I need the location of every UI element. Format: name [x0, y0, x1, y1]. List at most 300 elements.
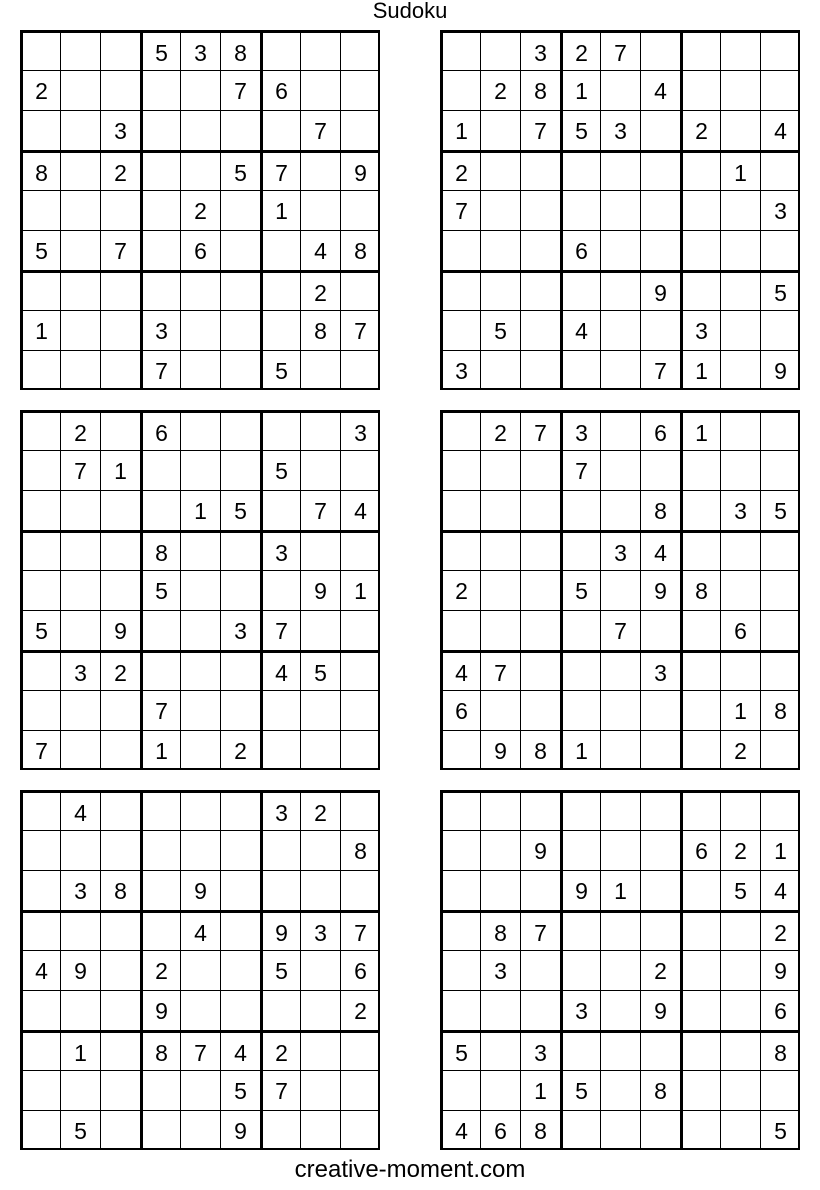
empty-cell[interactable]	[480, 570, 520, 610]
empty-cell[interactable]	[220, 530, 260, 570]
empty-cell[interactable]	[760, 150, 800, 190]
empty-cell[interactable]	[340, 790, 380, 830]
empty-cell[interactable]	[180, 450, 220, 490]
empty-cell[interactable]	[520, 870, 560, 910]
empty-cell[interactable]	[720, 790, 760, 830]
empty-cell[interactable]	[260, 230, 300, 270]
empty-cell[interactable]	[560, 950, 600, 990]
empty-cell[interactable]	[520, 650, 560, 690]
empty-cell[interactable]	[300, 70, 340, 110]
empty-cell[interactable]	[340, 1070, 380, 1110]
empty-cell[interactable]	[100, 690, 140, 730]
empty-cell[interactable]	[680, 450, 720, 490]
empty-cell[interactable]	[180, 70, 220, 110]
empty-cell[interactable]	[600, 650, 640, 690]
empty-cell[interactable]	[680, 690, 720, 730]
empty-cell[interactable]	[440, 490, 480, 530]
empty-cell[interactable]	[720, 190, 760, 230]
empty-cell[interactable]	[20, 410, 60, 450]
empty-cell[interactable]	[60, 110, 100, 150]
empty-cell[interactable]	[520, 790, 560, 830]
empty-cell[interactable]	[600, 1030, 640, 1070]
empty-cell[interactable]	[140, 450, 180, 490]
empty-cell[interactable]	[260, 30, 300, 70]
empty-cell[interactable]	[140, 1110, 180, 1150]
empty-cell[interactable]	[640, 1110, 680, 1150]
empty-cell[interactable]	[680, 490, 720, 530]
empty-cell[interactable]	[680, 950, 720, 990]
empty-cell[interactable]	[180, 350, 220, 390]
empty-cell[interactable]	[60, 310, 100, 350]
empty-cell[interactable]	[520, 310, 560, 350]
empty-cell[interactable]	[440, 230, 480, 270]
empty-cell[interactable]	[680, 730, 720, 770]
empty-cell[interactable]	[220, 230, 260, 270]
empty-cell[interactable]	[100, 910, 140, 950]
empty-cell[interactable]	[340, 650, 380, 690]
empty-cell[interactable]	[680, 30, 720, 70]
empty-cell[interactable]	[480, 190, 520, 230]
empty-cell[interactable]	[100, 310, 140, 350]
empty-cell[interactable]	[760, 30, 800, 70]
empty-cell[interactable]	[680, 1110, 720, 1150]
empty-cell[interactable]	[220, 950, 260, 990]
empty-cell[interactable]	[440, 790, 480, 830]
empty-cell[interactable]	[100, 30, 140, 70]
empty-cell[interactable]	[100, 530, 140, 570]
empty-cell[interactable]	[480, 490, 520, 530]
empty-cell[interactable]	[180, 610, 220, 650]
empty-cell[interactable]	[340, 610, 380, 650]
empty-cell[interactable]	[180, 730, 220, 770]
empty-cell[interactable]	[560, 830, 600, 870]
empty-cell[interactable]	[520, 690, 560, 730]
empty-cell[interactable]	[520, 150, 560, 190]
empty-cell[interactable]	[560, 650, 600, 690]
empty-cell[interactable]	[340, 690, 380, 730]
empty-cell[interactable]	[640, 450, 680, 490]
empty-cell[interactable]	[60, 490, 100, 530]
empty-cell[interactable]	[60, 350, 100, 390]
empty-cell[interactable]	[520, 490, 560, 530]
empty-cell[interactable]	[680, 270, 720, 310]
empty-cell[interactable]	[300, 150, 340, 190]
empty-cell[interactable]	[100, 70, 140, 110]
empty-cell[interactable]	[480, 690, 520, 730]
empty-cell[interactable]	[60, 230, 100, 270]
empty-cell[interactable]	[60, 270, 100, 310]
empty-cell[interactable]	[480, 230, 520, 270]
empty-cell[interactable]	[340, 1110, 380, 1150]
empty-cell[interactable]	[180, 790, 220, 830]
empty-cell[interactable]	[100, 270, 140, 310]
empty-cell[interactable]	[640, 110, 680, 150]
empty-cell[interactable]	[600, 950, 640, 990]
empty-cell[interactable]	[520, 450, 560, 490]
empty-cell[interactable]	[300, 950, 340, 990]
empty-cell[interactable]	[260, 310, 300, 350]
empty-cell[interactable]	[20, 790, 60, 830]
empty-cell[interactable]	[20, 1070, 60, 1110]
empty-cell[interactable]	[60, 610, 100, 650]
empty-cell[interactable]	[220, 650, 260, 690]
empty-cell[interactable]	[560, 350, 600, 390]
empty-cell[interactable]	[640, 190, 680, 230]
empty-cell[interactable]	[480, 150, 520, 190]
empty-cell[interactable]	[560, 610, 600, 650]
empty-cell[interactable]	[760, 730, 800, 770]
empty-cell[interactable]	[180, 150, 220, 190]
empty-cell[interactable]	[300, 870, 340, 910]
empty-cell[interactable]	[680, 530, 720, 570]
empty-cell[interactable]	[260, 270, 300, 310]
empty-cell[interactable]	[100, 990, 140, 1030]
empty-cell[interactable]	[340, 730, 380, 770]
empty-cell[interactable]	[100, 950, 140, 990]
empty-cell[interactable]	[640, 610, 680, 650]
empty-cell[interactable]	[520, 230, 560, 270]
empty-cell[interactable]	[180, 950, 220, 990]
empty-cell[interactable]	[60, 1070, 100, 1110]
empty-cell[interactable]	[300, 350, 340, 390]
empty-cell[interactable]	[680, 790, 720, 830]
empty-cell[interactable]	[20, 1030, 60, 1070]
empty-cell[interactable]	[440, 270, 480, 310]
empty-cell[interactable]	[720, 650, 760, 690]
empty-cell[interactable]	[560, 190, 600, 230]
empty-cell[interactable]	[340, 110, 380, 150]
empty-cell[interactable]	[600, 1110, 640, 1150]
empty-cell[interactable]	[340, 270, 380, 310]
empty-cell[interactable]	[560, 1110, 600, 1150]
empty-cell[interactable]	[100, 1110, 140, 1150]
empty-cell[interactable]	[440, 1070, 480, 1110]
empty-cell[interactable]	[100, 1030, 140, 1070]
empty-cell[interactable]	[220, 350, 260, 390]
empty-cell[interactable]	[600, 270, 640, 310]
empty-cell[interactable]	[340, 190, 380, 230]
empty-cell[interactable]	[20, 190, 60, 230]
empty-cell[interactable]	[720, 30, 760, 70]
empty-cell[interactable]	[140, 650, 180, 690]
empty-cell[interactable]	[100, 830, 140, 870]
empty-cell[interactable]	[600, 1070, 640, 1110]
empty-cell[interactable]	[480, 990, 520, 1030]
empty-cell[interactable]	[180, 650, 220, 690]
empty-cell[interactable]	[640, 310, 680, 350]
empty-cell[interactable]	[180, 570, 220, 610]
empty-cell[interactable]	[680, 910, 720, 950]
empty-cell[interactable]	[220, 190, 260, 230]
empty-cell[interactable]	[720, 910, 760, 950]
empty-cell[interactable]	[300, 410, 340, 450]
empty-cell[interactable]	[220, 450, 260, 490]
empty-cell[interactable]	[340, 350, 380, 390]
empty-cell[interactable]	[760, 70, 800, 110]
empty-cell[interactable]	[180, 530, 220, 570]
empty-cell[interactable]	[680, 1030, 720, 1070]
empty-cell[interactable]	[140, 70, 180, 110]
empty-cell[interactable]	[760, 790, 800, 830]
empty-cell[interactable]	[440, 830, 480, 870]
empty-cell[interactable]	[440, 950, 480, 990]
empty-cell[interactable]	[440, 730, 480, 770]
empty-cell[interactable]	[720, 950, 760, 990]
empty-cell[interactable]	[480, 830, 520, 870]
empty-cell[interactable]	[640, 830, 680, 870]
empty-cell[interactable]	[220, 830, 260, 870]
empty-cell[interactable]	[760, 610, 800, 650]
empty-cell[interactable]	[20, 830, 60, 870]
empty-cell[interactable]	[140, 490, 180, 530]
empty-cell[interactable]	[480, 1030, 520, 1070]
empty-cell[interactable]	[680, 650, 720, 690]
empty-cell[interactable]	[140, 610, 180, 650]
empty-cell[interactable]	[60, 530, 100, 570]
empty-cell[interactable]	[600, 790, 640, 830]
empty-cell[interactable]	[180, 270, 220, 310]
empty-cell[interactable]	[300, 830, 340, 870]
empty-cell[interactable]	[60, 730, 100, 770]
empty-cell[interactable]	[20, 1110, 60, 1150]
empty-cell[interactable]	[720, 1030, 760, 1070]
empty-cell[interactable]	[180, 110, 220, 150]
empty-cell[interactable]	[60, 990, 100, 1030]
empty-cell[interactable]	[300, 990, 340, 1030]
empty-cell[interactable]	[100, 570, 140, 610]
empty-cell[interactable]	[220, 410, 260, 450]
empty-cell[interactable]	[300, 30, 340, 70]
empty-cell[interactable]	[600, 230, 640, 270]
empty-cell[interactable]	[640, 730, 680, 770]
empty-cell[interactable]	[220, 570, 260, 610]
empty-cell[interactable]	[20, 110, 60, 150]
empty-cell[interactable]	[600, 350, 640, 390]
empty-cell[interactable]	[480, 110, 520, 150]
empty-cell[interactable]	[140, 1070, 180, 1110]
empty-cell[interactable]	[180, 1070, 220, 1110]
empty-cell[interactable]	[680, 150, 720, 190]
empty-cell[interactable]	[600, 730, 640, 770]
empty-cell[interactable]	[300, 690, 340, 730]
empty-cell[interactable]	[520, 270, 560, 310]
empty-cell[interactable]	[720, 530, 760, 570]
empty-cell[interactable]	[720, 570, 760, 610]
empty-cell[interactable]	[440, 530, 480, 570]
empty-cell[interactable]	[60, 150, 100, 190]
empty-cell[interactable]	[20, 30, 60, 70]
empty-cell[interactable]	[680, 230, 720, 270]
empty-cell[interactable]	[600, 830, 640, 870]
empty-cell[interactable]	[100, 1070, 140, 1110]
empty-cell[interactable]	[760, 530, 800, 570]
empty-cell[interactable]	[100, 190, 140, 230]
empty-cell[interactable]	[720, 450, 760, 490]
empty-cell[interactable]	[300, 610, 340, 650]
empty-cell[interactable]	[300, 1070, 340, 1110]
empty-cell[interactable]	[600, 990, 640, 1030]
empty-cell[interactable]	[640, 1030, 680, 1070]
empty-cell[interactable]	[560, 690, 600, 730]
empty-cell[interactable]	[720, 110, 760, 150]
empty-cell[interactable]	[260, 490, 300, 530]
empty-cell[interactable]	[600, 70, 640, 110]
empty-cell[interactable]	[440, 30, 480, 70]
empty-cell[interactable]	[260, 690, 300, 730]
empty-cell[interactable]	[600, 310, 640, 350]
empty-cell[interactable]	[560, 150, 600, 190]
empty-cell[interactable]	[760, 310, 800, 350]
empty-cell[interactable]	[680, 1070, 720, 1110]
empty-cell[interactable]	[600, 150, 640, 190]
empty-cell[interactable]	[60, 570, 100, 610]
empty-cell[interactable]	[220, 110, 260, 150]
empty-cell[interactable]	[760, 570, 800, 610]
empty-cell[interactable]	[180, 410, 220, 450]
empty-cell[interactable]	[680, 190, 720, 230]
empty-cell[interactable]	[520, 950, 560, 990]
empty-cell[interactable]	[480, 530, 520, 570]
empty-cell[interactable]	[220, 790, 260, 830]
empty-cell[interactable]	[340, 1030, 380, 1070]
empty-cell[interactable]	[520, 350, 560, 390]
empty-cell[interactable]	[180, 1110, 220, 1150]
empty-cell[interactable]	[140, 270, 180, 310]
empty-cell[interactable]	[140, 190, 180, 230]
empty-cell[interactable]	[220, 870, 260, 910]
empty-cell[interactable]	[100, 410, 140, 450]
empty-cell[interactable]	[20, 490, 60, 530]
empty-cell[interactable]	[140, 790, 180, 830]
empty-cell[interactable]	[560, 270, 600, 310]
empty-cell[interactable]	[300, 1110, 340, 1150]
empty-cell[interactable]	[600, 690, 640, 730]
empty-cell[interactable]	[340, 870, 380, 910]
empty-cell[interactable]	[340, 30, 380, 70]
empty-cell[interactable]	[20, 650, 60, 690]
empty-cell[interactable]	[220, 910, 260, 950]
empty-cell[interactable]	[520, 530, 560, 570]
empty-cell[interactable]	[520, 990, 560, 1030]
empty-cell[interactable]	[480, 870, 520, 910]
empty-cell[interactable]	[720, 270, 760, 310]
empty-cell[interactable]	[720, 310, 760, 350]
empty-cell[interactable]	[720, 350, 760, 390]
empty-cell[interactable]	[440, 70, 480, 110]
empty-cell[interactable]	[560, 790, 600, 830]
empty-cell[interactable]	[480, 450, 520, 490]
empty-cell[interactable]	[20, 530, 60, 570]
empty-cell[interactable]	[260, 830, 300, 870]
empty-cell[interactable]	[520, 190, 560, 230]
empty-cell[interactable]	[480, 1070, 520, 1110]
empty-cell[interactable]	[760, 230, 800, 270]
empty-cell[interactable]	[520, 570, 560, 610]
empty-cell[interactable]	[140, 110, 180, 150]
empty-cell[interactable]	[60, 910, 100, 950]
empty-cell[interactable]	[640, 230, 680, 270]
empty-cell[interactable]	[220, 990, 260, 1030]
empty-cell[interactable]	[260, 990, 300, 1030]
empty-cell[interactable]	[260, 1110, 300, 1150]
empty-cell[interactable]	[440, 610, 480, 650]
empty-cell[interactable]	[60, 190, 100, 230]
empty-cell[interactable]	[480, 30, 520, 70]
empty-cell[interactable]	[680, 70, 720, 110]
empty-cell[interactable]	[440, 990, 480, 1030]
empty-cell[interactable]	[20, 870, 60, 910]
empty-cell[interactable]	[560, 1030, 600, 1070]
empty-cell[interactable]	[20, 270, 60, 310]
empty-cell[interactable]	[760, 1070, 800, 1110]
empty-cell[interactable]	[60, 690, 100, 730]
empty-cell[interactable]	[560, 910, 600, 950]
empty-cell[interactable]	[560, 490, 600, 530]
empty-cell[interactable]	[680, 990, 720, 1030]
empty-cell[interactable]	[300, 1030, 340, 1070]
empty-cell[interactable]	[440, 870, 480, 910]
empty-cell[interactable]	[440, 410, 480, 450]
empty-cell[interactable]	[520, 610, 560, 650]
empty-cell[interactable]	[680, 610, 720, 650]
empty-cell[interactable]	[640, 690, 680, 730]
empty-cell[interactable]	[60, 830, 100, 870]
empty-cell[interactable]	[180, 310, 220, 350]
empty-cell[interactable]	[180, 830, 220, 870]
empty-cell[interactable]	[760, 450, 800, 490]
empty-cell[interactable]	[440, 310, 480, 350]
empty-cell[interactable]	[600, 910, 640, 950]
empty-cell[interactable]	[440, 450, 480, 490]
empty-cell[interactable]	[720, 1110, 760, 1150]
empty-cell[interactable]	[640, 790, 680, 830]
empty-cell[interactable]	[720, 1070, 760, 1110]
empty-cell[interactable]	[600, 410, 640, 450]
empty-cell[interactable]	[220, 690, 260, 730]
empty-cell[interactable]	[300, 530, 340, 570]
empty-cell[interactable]	[260, 110, 300, 150]
empty-cell[interactable]	[20, 990, 60, 1030]
empty-cell[interactable]	[20, 570, 60, 610]
empty-cell[interactable]	[220, 270, 260, 310]
empty-cell[interactable]	[600, 450, 640, 490]
empty-cell[interactable]	[440, 910, 480, 950]
empty-cell[interactable]	[140, 830, 180, 870]
empty-cell[interactable]	[260, 570, 300, 610]
empty-cell[interactable]	[560, 530, 600, 570]
empty-cell[interactable]	[180, 990, 220, 1030]
empty-cell[interactable]	[640, 150, 680, 190]
empty-cell[interactable]	[720, 990, 760, 1030]
empty-cell[interactable]	[100, 490, 140, 530]
empty-cell[interactable]	[600, 570, 640, 610]
empty-cell[interactable]	[100, 350, 140, 390]
empty-cell[interactable]	[640, 30, 680, 70]
empty-cell[interactable]	[760, 410, 800, 450]
empty-cell[interactable]	[480, 270, 520, 310]
empty-cell[interactable]	[640, 910, 680, 950]
empty-cell[interactable]	[140, 230, 180, 270]
empty-cell[interactable]	[300, 450, 340, 490]
empty-cell[interactable]	[60, 70, 100, 110]
empty-cell[interactable]	[340, 450, 380, 490]
empty-cell[interactable]	[480, 350, 520, 390]
empty-cell[interactable]	[140, 150, 180, 190]
empty-cell[interactable]	[680, 870, 720, 910]
empty-cell[interactable]	[600, 190, 640, 230]
empty-cell[interactable]	[20, 450, 60, 490]
empty-cell[interactable]	[640, 870, 680, 910]
